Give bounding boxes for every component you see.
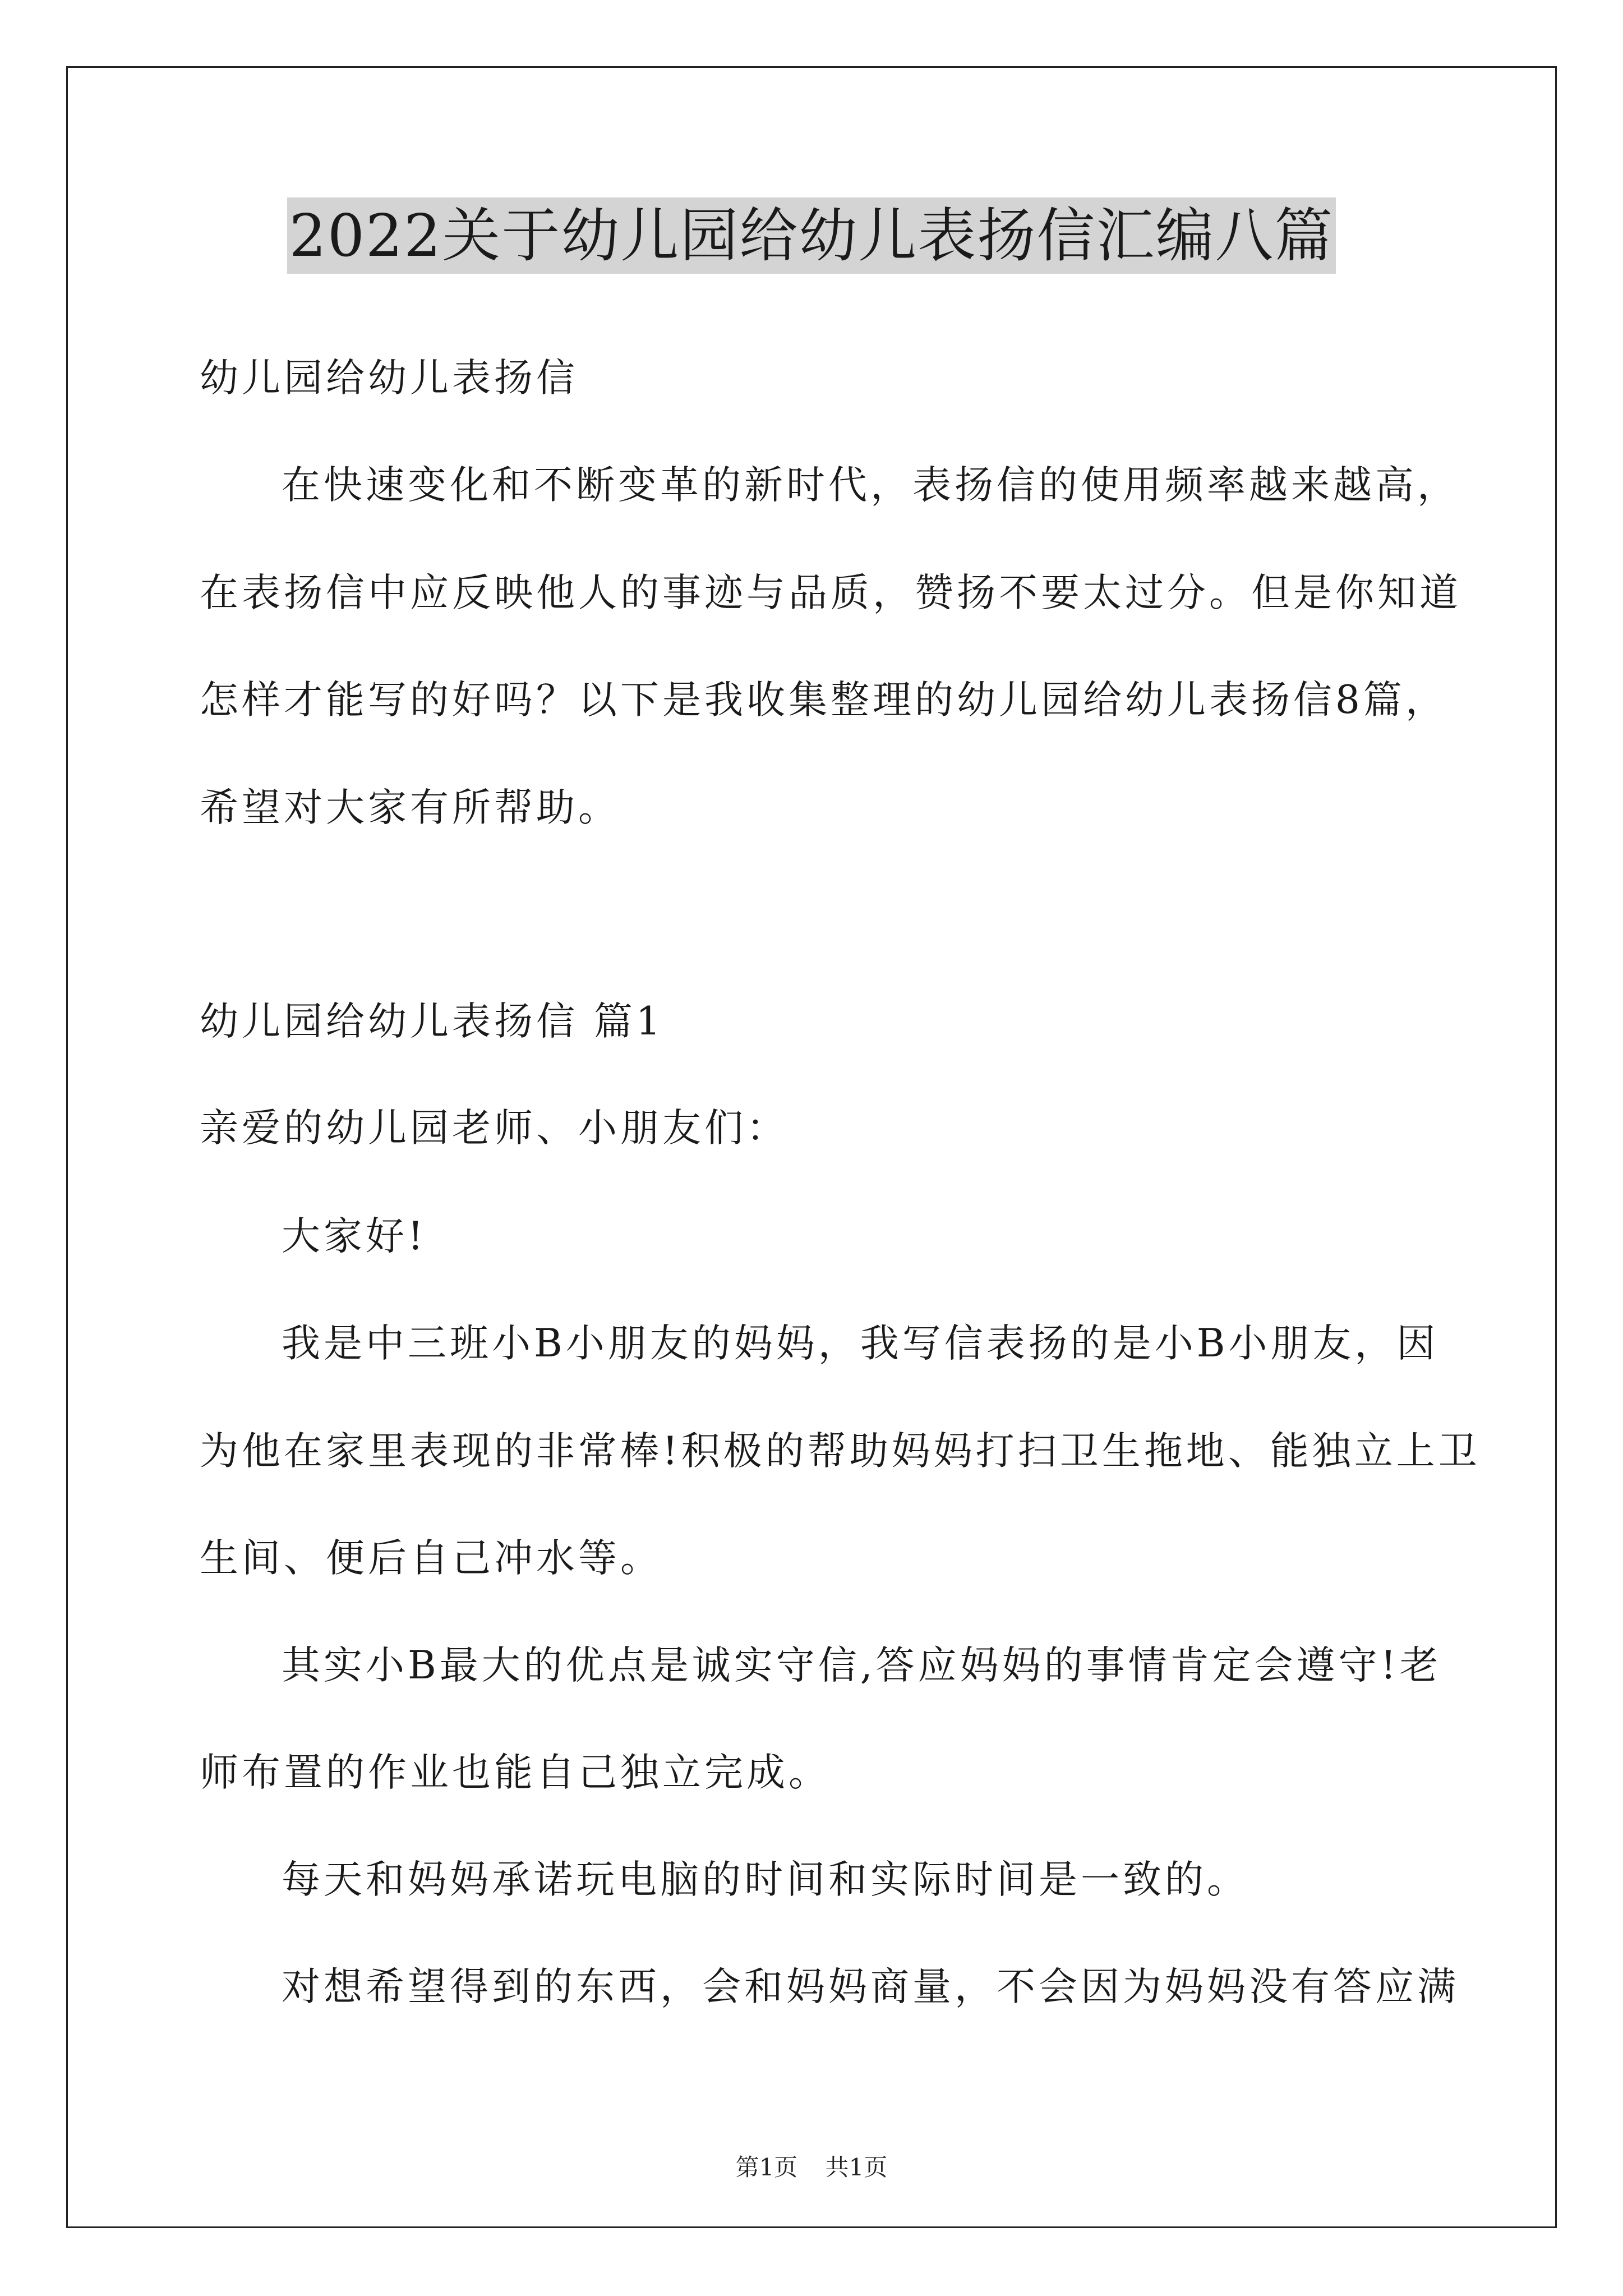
body-line-1: 我是中三班小B小朋友的妈妈，我写信表扬的是小B小朋友，因 — [282, 1321, 1439, 1366]
document-title: 2022关于幼儿园给幼儿表扬信汇编八篇 — [287, 197, 1336, 274]
section-heading: 幼儿园给幼儿表扬信 — [200, 356, 578, 401]
page-number: 第1页 — [735, 2154, 798, 2181]
body-line-3: 生间、便后自己冲水等。 — [200, 1536, 662, 1581]
body-line-5: 师布置的作业也能自己独立完成。 — [200, 1750, 831, 1795]
body-line-4: 其实小B最大的优点是诚实守信,答应妈妈的事情肯定会遵守!老 — [282, 1643, 1442, 1688]
greeting: 大家好! — [282, 1214, 427, 1259]
title-container — [0, 197, 1623, 274]
body-line-2: 为他在家里表现的非常棒!积极的帮助妈妈打扫卫生拖地、能独立上卫 — [200, 1429, 1481, 1474]
page-total: 共1页 — [825, 2154, 888, 2181]
body-line-6: 每天和妈妈承诺玩电脑的时间和实际时间是一致的。 — [282, 1857, 1249, 1902]
intro-line-4: 希望对大家有所帮助。 — [200, 785, 620, 830]
salutation: 亲爱的幼儿园老师、小朋友们： — [200, 1106, 789, 1151]
intro-line-2: 在表扬信中应反映他人的事迹与品质，赞扬不要太过分。但是你知道 — [200, 570, 1461, 615]
body-line-7: 对想希望得到的东西，会和妈妈商量，不会因为妈妈没有答应满 — [282, 1964, 1459, 2009]
page-footer — [0, 2152, 1623, 2183]
article-heading: 幼儿园给幼儿表扬信 篇1 — [200, 999, 664, 1044]
intro-line-3: 怎样才能写的好吗？以下是我收集整理的幼儿园给幼儿表扬信8篇， — [200, 678, 1447, 723]
intro-line-1: 在快速变化和不断变革的新时代，表扬信的使用频率越来越高， — [282, 463, 1459, 508]
